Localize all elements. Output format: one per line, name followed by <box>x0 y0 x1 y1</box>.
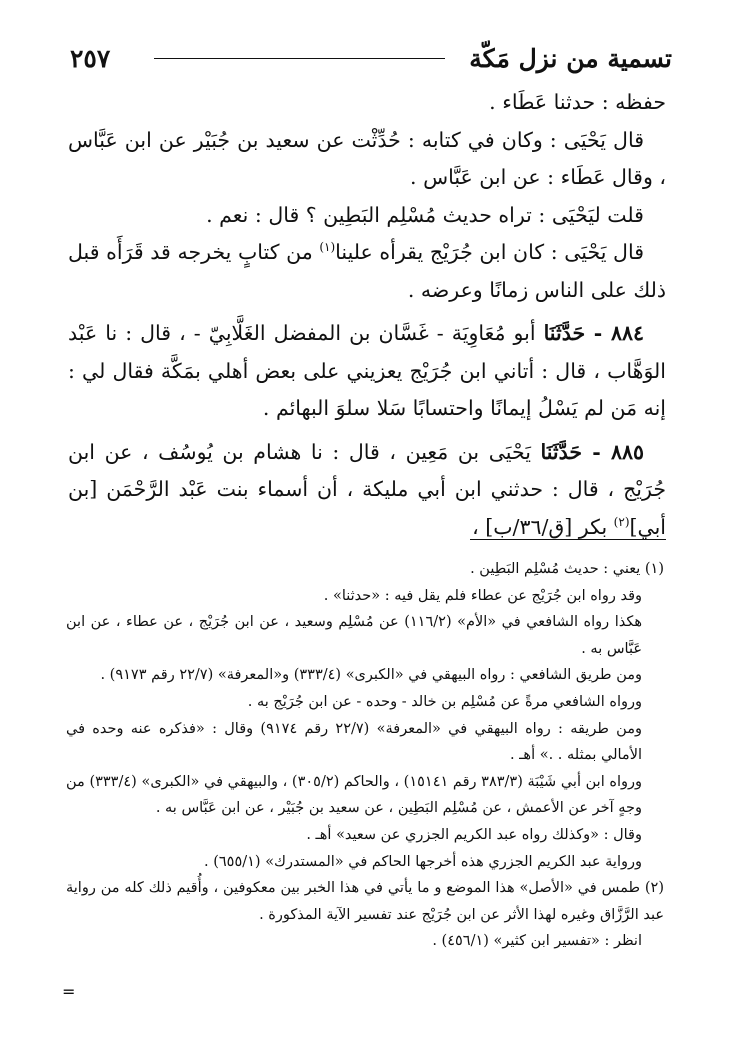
paragraph-4-text-b: من كتابٍ يخرجه قد قَرَأَه قبل ذلك على الناس زمانًا وعرضه . <box>68 240 666 302</box>
footnote-1-line-4: ومن طريق الشافعي : رواه البيهقي في «الكبرى» (٣٣٣/٤) و«المعرفة» (٢٢/٧ رقم ٩١٧٣) . <box>100 667 642 684</box>
footnote-1-line-1: (١) يعني : حديث مُسْلِم البَطِين . <box>470 561 664 577</box>
continuation-mark: = <box>62 982 76 1001</box>
footnote-2-line-1: (٢) طمس في «الأصل» هذا الموضع و ما يأتي في هذا الخبر بين معكوفين ، وأُقيم ذلك كله من رواية عبد الرَّزَّاق وغيره لهذا الأثر عن ابن جُرَيْج عند تفسير الآية المذكورة . <box>66 880 664 923</box>
running-title: تسمية من نزل مَكّة <box>469 43 672 73</box>
hadith-884-number: ٨٨٤ - حَدَّثَنَا <box>543 321 644 345</box>
page-number: ٢٥٧ <box>70 43 111 73</box>
hadith-884-text: أبو مُعَاوِيَة - غَسَّان بن المفضل الغَلَّابِيّ - ، قال : نا عَبْد الوَهَّاب ، قال : أتاني ابن جُرَيْج يعزيني على بعض أهلي بمَكَّة فقال لي : إنه مَن لم يَسْلُ إيمانًا واحتسابًا سَلا سلوَ البهائم . <box>68 321 666 420</box>
footnote-ref-2: (٢) <box>613 514 630 529</box>
footnote-separator <box>470 539 666 540</box>
paragraph-1: حفظه : حدثنا عَطَاء . <box>489 90 666 114</box>
paragraph-4-text-a: قال يَحْيَى : كان ابن جُرَيْج يقرأه علينا <box>335 240 644 264</box>
paragraph-3: قلت ليَحْيَى : تراه حديث مُسْلِم البَطِين ؟ قال : نعم . <box>206 202 644 227</box>
main-text <box>68 84 666 546</box>
hadith-884 <box>68 315 666 428</box>
hadith-885 <box>68 434 666 547</box>
footnote-ref-1: (١) <box>319 240 336 255</box>
hadith-885-number: ٨٨٥ - حَدَّثَنَا <box>540 439 645 464</box>
footnotes <box>66 556 664 955</box>
footnote-1-line-5: ورواه الشافعي مرةً عن مُسْلِم بن خالد - وحده - عن ابن جُرَيْج به . <box>247 693 642 710</box>
footnote-1-line-7: ورواه ابن أبي شَيْبَة (٣٨٣/٣ رقم ١٥١٤١) ، والحاكم (٣٠٥/٢) ، والبيهقي في «الكبرى» (٣٣٣/٤) من وجهٍ آخر عن الأعمش ، عن مُسْلِم البَطِين ، عن سعيد بن جُبَيْر ، عن ابن عَبَّاس به . <box>66 773 642 817</box>
footnote-1-line-9: ورواية عبد الكريم الجزري هذه أخرجها الحاكم في «المستدرك» (٦٥٥/١) . <box>203 853 642 870</box>
hadith-885-text-b: بكر [ق/٣٦/ب] ، <box>472 514 614 539</box>
hadith-885-text-a: يَحْيَى بن مَعِين ، قال : نا هشام بن يُوسُف ، عن ابن جُرَيْج ، قال : حدثني ابن أبي مليكة ، أن أسماء بنت عَبْد الرَّحْمَن [بن أبي] <box>68 439 666 539</box>
paragraph-4 <box>68 234 666 309</box>
paragraph-2: قال يَحْيَى : وكان في كتابه : حُدِّثْت عن سعيد بن جُبَيْر عن ابن عَبَّاس ، وقال عَطَاء : عن ابن عَبَّاس . <box>68 127 666 189</box>
footnote-1-line-3: هكذا رواه الشافعي في «الأم» (١١٦/٢) عن مُسْلِم وسعيد ، عن ابن جُرَيْج ، عن عطاء ، عن ابن عَبَّاس به . <box>66 614 642 657</box>
footnote-1-line-2: وقد رواه ابن جُرَيْج عن عطاء فلم يقل فيه : «حدثنا» . <box>323 587 642 604</box>
footnote-1-line-6: ومن طريقه : رواه البيهقي في «المعرفة» (٢٢/٧ رقم ٩١٧٤) وقال : «فذكره عنه وحده في الأمالي بمثله . .» أهـ . <box>66 720 642 764</box>
page-header <box>70 38 672 78</box>
footnote-1-line-8: وقال : «وكذلك رواه عبد الكريم الجزري عن سعيد» أهـ . <box>306 826 642 843</box>
header-rule <box>154 58 445 59</box>
footnote-2-line-2: انظر : «تفسير ابن كثير» (٤٥٦/١) . <box>432 933 642 950</box>
